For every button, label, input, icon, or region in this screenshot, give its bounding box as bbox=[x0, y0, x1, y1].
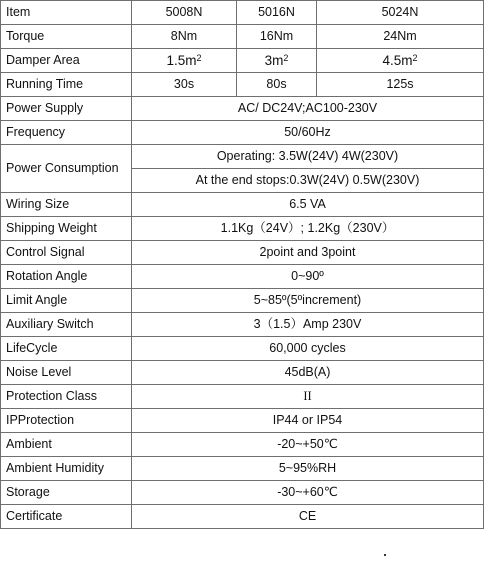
stray-dot bbox=[384, 554, 386, 556]
row-power-consumption bbox=[1, 145, 484, 169]
torque-5008n: 8Nm bbox=[132, 25, 237, 49]
label-running-time: Running Time bbox=[1, 73, 132, 97]
row-frequency bbox=[1, 121, 484, 145]
row-storage bbox=[1, 481, 484, 505]
running-time-5016n: 80s bbox=[237, 73, 317, 97]
storage-value: -30~+60℃ bbox=[132, 481, 484, 505]
row-protection-class bbox=[1, 385, 484, 409]
damper-area-5024n bbox=[317, 49, 484, 73]
row-rotation-angle bbox=[1, 265, 484, 289]
limit-angle-value: 5~85º(5ºincrement) bbox=[132, 289, 484, 313]
row-auxiliary-switch bbox=[1, 313, 484, 337]
row-ambient-humidity bbox=[1, 457, 484, 481]
row-power-supply bbox=[1, 97, 484, 121]
label-torque: Torque bbox=[1, 25, 132, 49]
noise-level-value: 45dB(A) bbox=[132, 361, 484, 385]
label-noise-level: Noise Level bbox=[1, 361, 132, 385]
damper-area-5016n bbox=[237, 49, 317, 73]
frequency-value: 50/60Hz bbox=[132, 121, 484, 145]
damper-area-5016n-value: 3m bbox=[264, 53, 284, 68]
certificate-value: CE bbox=[132, 505, 484, 529]
row-ip-protection bbox=[1, 409, 484, 433]
damper-area-5008n-value: 1.5m bbox=[166, 53, 197, 68]
label-limit-angle: Limit Angle bbox=[1, 289, 132, 313]
row-item bbox=[1, 1, 484, 25]
life-cycle-value: 60,000 cycles bbox=[132, 337, 484, 361]
shipping-weight-value: 1.1Kg（24V）; 1.2Kg（230V） bbox=[132, 217, 484, 241]
row-limit-angle bbox=[1, 289, 484, 313]
row-control-signal bbox=[1, 241, 484, 265]
row-torque bbox=[1, 25, 484, 49]
rotation-angle-value: 0~90º bbox=[132, 265, 484, 289]
label-storage: Storage bbox=[1, 481, 132, 505]
row-shipping-weight bbox=[1, 217, 484, 241]
label-wiring-size: Wiring Size bbox=[1, 193, 132, 217]
row-ambient bbox=[1, 433, 484, 457]
power-supply-value: AC/ DC24V;AC100-230V bbox=[132, 97, 484, 121]
label-shipping-weight: Shipping Weight bbox=[1, 217, 132, 241]
auxiliary-switch-value: 3（1.5）Amp 230V bbox=[132, 313, 484, 337]
label-certificate: Certificate bbox=[1, 505, 132, 529]
running-time-5008n: 30s bbox=[132, 73, 237, 97]
ip-protection-value: IP44 or IP54 bbox=[132, 409, 484, 433]
row-certificate bbox=[1, 505, 484, 529]
damper-area-5008n bbox=[132, 49, 237, 73]
label-ambient: Ambient bbox=[1, 433, 132, 457]
model-5024n: 5024N bbox=[317, 1, 484, 25]
model-5016n: 5016N bbox=[237, 1, 317, 25]
label-power-consumption: Power Consumption bbox=[1, 145, 132, 193]
torque-5024n: 24Nm bbox=[317, 25, 484, 49]
running-time-5024n: 125s bbox=[317, 73, 484, 97]
row-noise-level bbox=[1, 361, 484, 385]
label-damper-area: Damper Area bbox=[1, 49, 132, 73]
label-power-supply: Power Supply bbox=[1, 97, 132, 121]
damper-area-5024n-value: 4.5m bbox=[382, 53, 413, 68]
label-life-cycle: LifeCycle bbox=[1, 337, 132, 361]
model-5008n: 5008N bbox=[132, 1, 237, 25]
row-running-time bbox=[1, 73, 484, 97]
power-consumption-end-stops: At the end stops:0.3W(24V) 0.5W(230V) bbox=[132, 169, 484, 193]
control-signal-value: 2point and 3point bbox=[132, 241, 484, 265]
row-damper-area bbox=[1, 49, 484, 73]
label-auxiliary-switch: Auxiliary Switch bbox=[1, 313, 132, 337]
ambient-humidity-value: 5~95%RH bbox=[132, 457, 484, 481]
ambient-value: -20~+50℃ bbox=[132, 433, 484, 457]
damper-area-5016n-exp: 2 bbox=[283, 53, 289, 63]
torque-5016n: 16Nm bbox=[237, 25, 317, 49]
label-frequency: Frequency bbox=[1, 121, 132, 145]
protection-class-value: II bbox=[132, 385, 484, 409]
row-life-cycle bbox=[1, 337, 484, 361]
label-item: Item bbox=[1, 1, 132, 25]
label-ip-protection: IPProtection bbox=[1, 409, 132, 433]
damper-area-5024n-exp: 2 bbox=[412, 53, 418, 63]
power-consumption-operating: Operating: 3.5W(24V) 4W(230V) bbox=[132, 145, 484, 169]
row-wiring-size bbox=[1, 193, 484, 217]
wiring-size-value: 6.5 VA bbox=[132, 193, 484, 217]
label-ambient-humidity: Ambient Humidity bbox=[1, 457, 132, 481]
label-rotation-angle: Rotation Angle bbox=[1, 265, 132, 289]
label-control-signal: Control Signal bbox=[1, 241, 132, 265]
damper-area-5008n-exp: 2 bbox=[196, 53, 202, 63]
label-protection-class: Protection Class bbox=[1, 385, 132, 409]
